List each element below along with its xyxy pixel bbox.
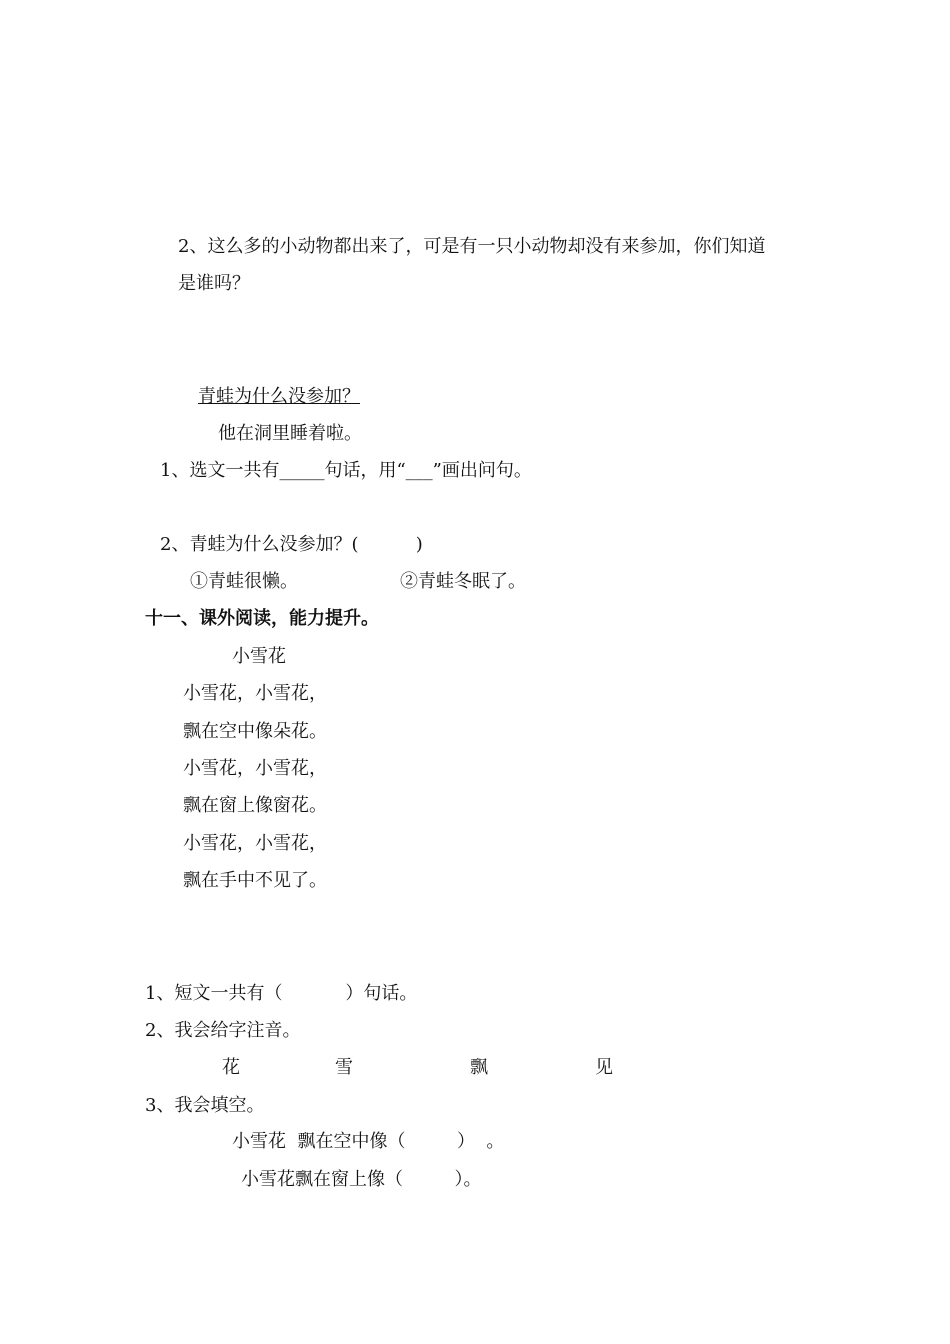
poem-line-3: 小雪花，小雪花， — [183, 758, 327, 779]
option-a: ①青蛙很懒。 — [190, 571, 298, 592]
poem-line-4: 飘在窗上像窗花。 — [183, 795, 327, 816]
reading-question-3: 3、我会填空。 — [145, 1095, 265, 1116]
section-11-heading: 十一、课外阅读，能力提升。 — [145, 608, 379, 629]
question-2-line-2: 是谁吗？ — [178, 273, 250, 294]
passage-question-line: 青蛙为什么没参加？ — [198, 386, 360, 407]
pinyin-char-4: 见 — [595, 1057, 613, 1078]
passage-answer-line: 他在洞里睡着啦。 — [218, 423, 362, 444]
question-2-line-1: 2、这么多的小动物都出来了，可是有一只小动物却没有来参加，你们知道 — [178, 236, 766, 257]
poem-title: 小雪花 — [232, 646, 286, 667]
poem-line-1: 小雪花，小雪花， — [183, 683, 327, 704]
fill-blank-1: 小雪花 飘在空中像（ ） 。 — [232, 1131, 505, 1152]
pinyin-char-2: 雪 — [335, 1057, 353, 1078]
passage-question-1: 1、选文一共有_____句话，用“___”画出问句。 — [160, 460, 532, 481]
option-b: ②青蛙冬眠了。 — [400, 571, 526, 592]
passage-question-2: 2、青蛙为什么没参加？( ) — [160, 534, 423, 555]
reading-question-1: 1、短文一共有（ ）句话。 — [145, 983, 418, 1004]
pinyin-char-1: 花 — [222, 1057, 240, 1078]
poem-line-5: 小雪花，小雪花， — [183, 833, 327, 854]
reading-question-2: 2、我会给字注音。 — [145, 1020, 301, 1041]
pinyin-char-3: 飘 — [470, 1057, 488, 1078]
poem-line-2: 飘在空中像朵花。 — [183, 721, 327, 742]
poem-line-6: 飘在手中不见了。 — [183, 870, 327, 891]
fill-blank-2: 小雪花飘在窗上像（ ）。 — [241, 1169, 482, 1190]
